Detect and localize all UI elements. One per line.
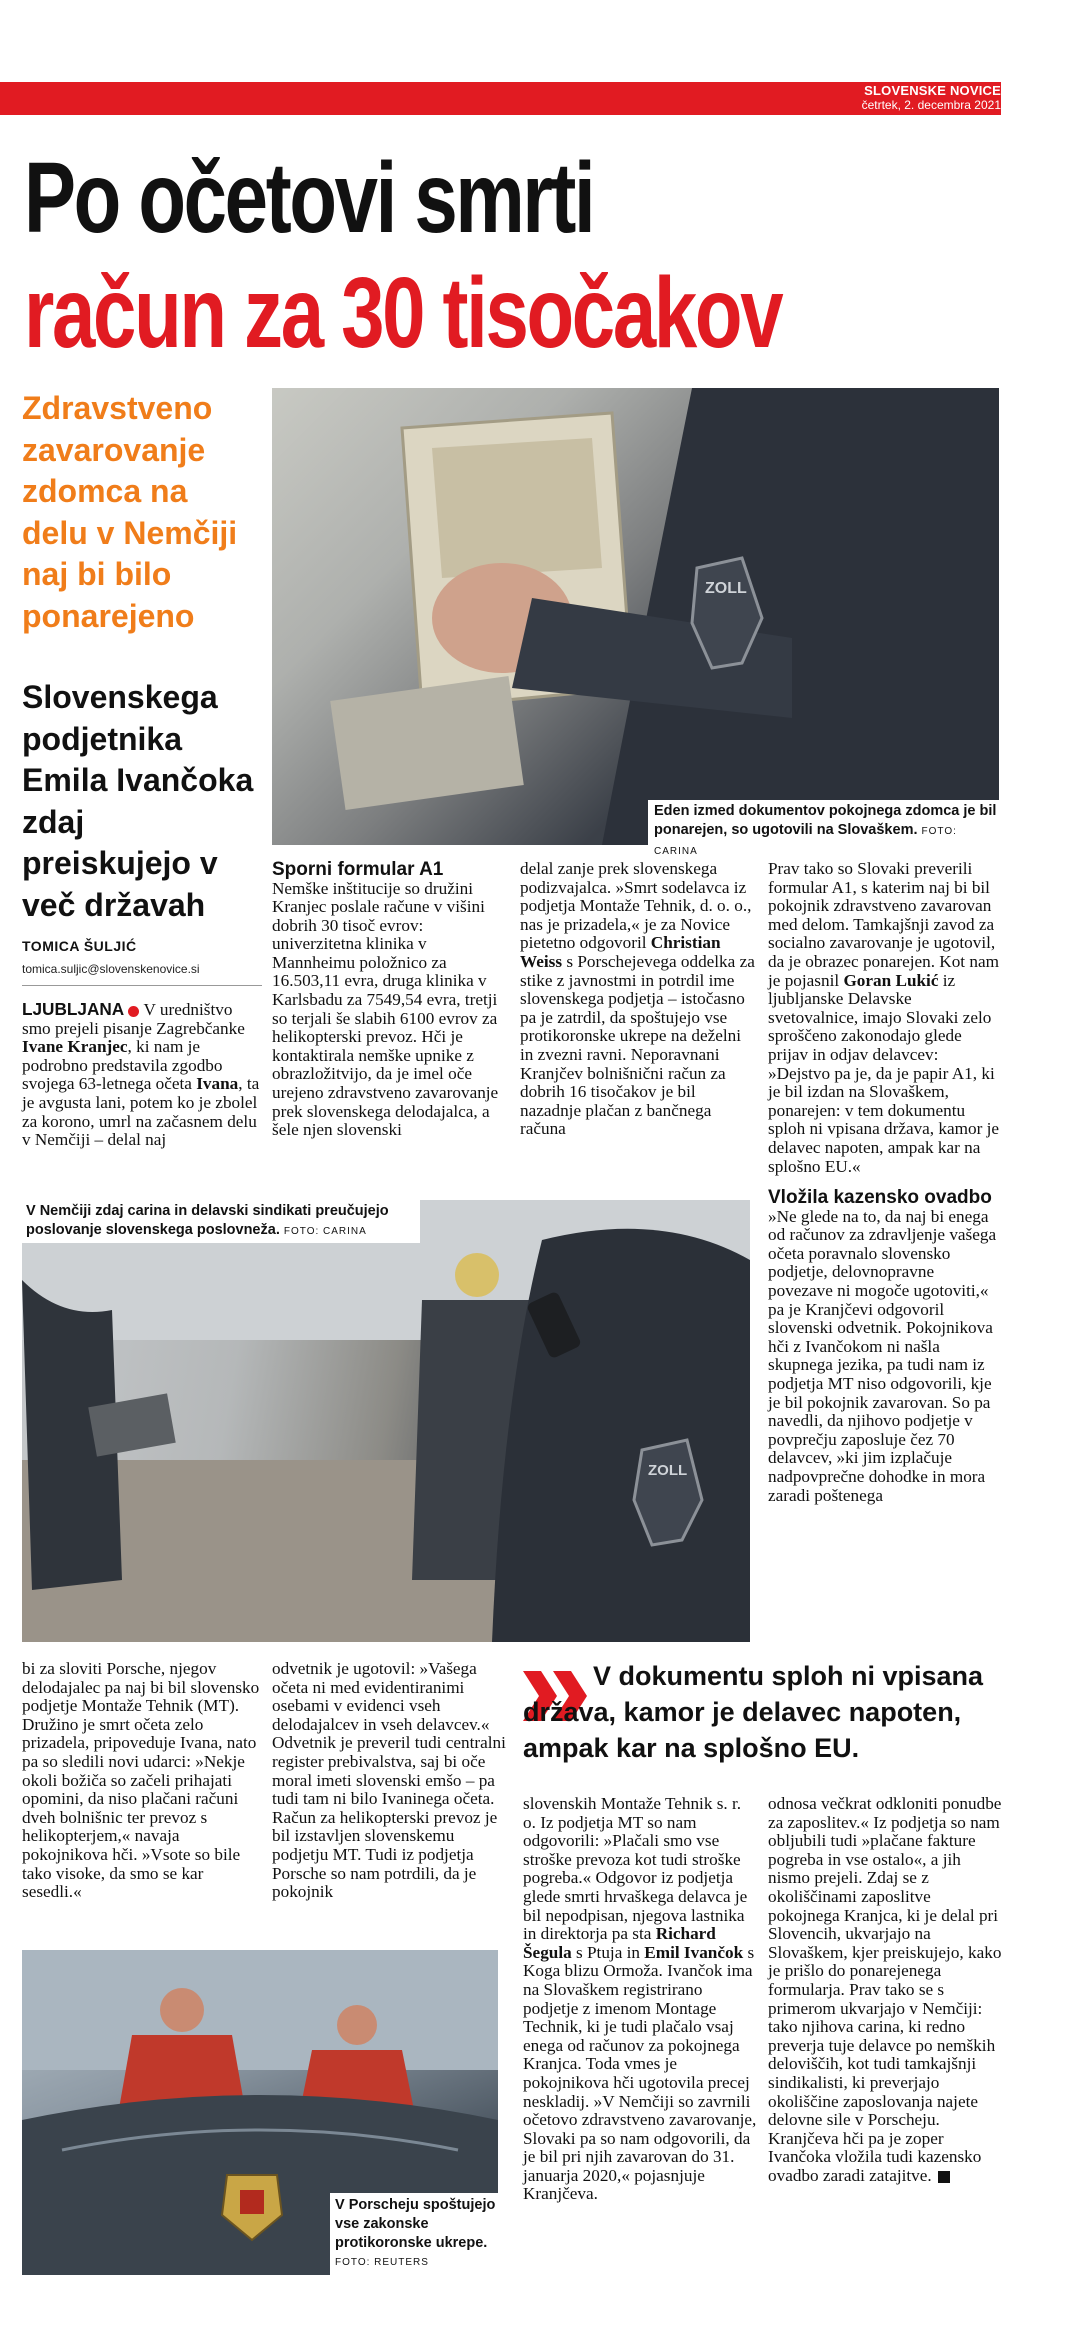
- photo-3-caption: [330, 2193, 505, 2275]
- photo-1-caption-text: Eden izmed dokumentov pokojnega zdomca je bil ponarejen, so ugotovili na Slovaškem.: [654, 803, 997, 838]
- byline-email[interactable]: tomica.suljic@slovenskenovice.si: [22, 962, 200, 976]
- officer-jacket: [602, 388, 999, 845]
- col4-name-goran-lukic: Goran Lukić: [843, 970, 939, 990]
- headline-number: 30: [341, 257, 424, 369]
- col6-text: odvetnik je ugotovil: »Vašega očeta ni med evidentiranimi osebami v evidenci vseh delodajalcev in vseh delavcev.« Odvetnik je preveril tudi centralni register prebivalstva, saj bi oče moral imeti slovenski emšo – pa tudi tam ni bilo Ivaninega očeta. Račun za helikopterski prevoz je bil izstavljen slovenskemu podjetju MT. Tudi iz podjetja Porsche so nam potrdili, da je pokojnik: [272, 1659, 506, 1902]
- col4-text-1: Prav tako so Slovaki preverili formular A1, s katerim naj bi bil pokojnik zdravstveno zavarovan med delom. Tamkajšnji zavod za socialno zavarovanje je ugotovil, da je obrazec ponarejen. Kot nam je pojasnil: [768, 859, 999, 990]
- col5-text: bi za sloviti Porsche, njegov delodajalec pa naj bi bil slovensko podjetje Montaže Tehnik (MT). Družino je smrt očeta zelo prizadela, pripoveduje Ivana, nato pa so sledili novi udarci: »Nekje okoli božiča so začeli prihajati opomini, da niso plačani računi dveh bolnišnic ter prevoz s helikopterjem,« navaja pokojnikova hči. »Vsote so bile tako visoke, da smo se kar sesedli.«: [22, 1659, 260, 1902]
- dateline: LJUBLJANA: [22, 999, 125, 1019]
- hard-hat: [455, 1253, 499, 1297]
- crest-detail: [240, 2190, 264, 2214]
- article-column-1: [22, 1000, 262, 1150]
- col7-text-1: slovenskih Montaže Tehnik s. r. o. Iz podjetja MT so nam odgovorili: »Plačali smo vse stroške prevoza kot tudi stroške pogreba.« Odgovor iz podjetja glede smrti hrvaškega delavca je bil nepodpisan, njegova lastnika in direktorja pa sta: [523, 1794, 748, 1944]
- photo-3-credit: FOTO: REUTERS: [335, 2257, 429, 2268]
- col3-name-christian-weiss: Christian Weiss: [520, 933, 721, 971]
- col3-text-2: s Porschejevega oddelka za stike z javnostmi in potrdil ime slovenskega podjetja – istočasno pa je zatrdil, da spoštujejo vse protikoronske ukrepe na deželni in zvezni ravni. Neporavnani Kranjčev bolnišnični račun za dobrih 16 tisočakov je bil nazadnje plačan z bančnega računa: [520, 951, 755, 1139]
- byline-divider: [22, 985, 262, 986]
- article-column-5: [22, 1660, 260, 1902]
- publication-date: četrtek, 2. decembra 2021: [861, 98, 1001, 112]
- col1-name-ivan: Ivana: [196, 1074, 239, 1094]
- photo-1-credit: FOTO: CARINA: [654, 826, 957, 857]
- headline-line-2-pre: račun za: [24, 257, 342, 369]
- article-column-7: [523, 1795, 757, 2204]
- col4-text-3: »Ne glede na to, da naj bi enega od računov za zdravljenje vašega očeta poravnalo slovensko podjetje, delovnopravne povezave ni mogoče ugotoviti,« pa je Kranjčevi odgovoril slovenski odvetnik. Pokojnikova hči z Ivančokom ni našla skupnega jezika, pa tudi nam iz podjetja MT niso odgovorili, kje je bil pokojnik zavarovan. So pa navedli, da njihovo podjetje v povprečju zaposluje čez 70 delavcev, »ki jim izplačuje nadpovprečne dohodke in mora zaradi poštenega: [768, 1206, 997, 1505]
- article-column-6: [272, 1660, 510, 1902]
- col2-text: Nemške inštitucije so družini Kranjec poslale račune v višini dobrih 30 tisoč evrov: univerzitetna klinika v Mannheimu položnico za 16.503,11 evra, druga klinika v Karlsbadu za 7549,54 evra, tretji so terjali še slabih 6100 evrov za helikopterski prevoz. Hči je kontaktirala nemške upnike z obrazložitvijo, da je imel oče urejeno zdravstveno zavarovanje prek slovenskega delodajalca, a šele njen slovenski: [272, 878, 499, 1140]
- col7-name-richard-segula: Richard Šegula: [523, 1924, 716, 1962]
- col3-text-1: delal zanje prek slovenskega podizvajalca. »Smrt sodelavca iz podjetja Montaže Tehnik, d. o. o., nas je prizadela,« je za Novice pietetno odgovoril: [520, 859, 752, 953]
- photo-3-caption-text: V Porscheju spoštujejo vse zakonske protikoronske ukrepe.: [335, 2197, 496, 2251]
- photo-document-inspection: [272, 388, 999, 845]
- photo-customs-officers: [22, 1200, 750, 1642]
- article-column-8: [768, 1795, 1002, 2185]
- photo-2-caption-text: V Nemčiji zdaj carina in delavski sindikati preučujejo poslovanje slovenskega poslovneža.: [26, 1203, 389, 1238]
- photo-2-caption: [22, 1200, 420, 1243]
- photo-2-illustration: [22, 1200, 750, 1642]
- photo-1-caption: [648, 800, 1010, 863]
- byline-author: TOMICA ŠULJIĆ: [22, 938, 137, 954]
- article-column-2: [272, 860, 510, 1140]
- worker-1-head: [160, 1988, 204, 2032]
- subhead-kazenska-ovadba: Vložila kazensko ovadbo: [768, 1187, 992, 1209]
- passport-page: [432, 438, 602, 578]
- col1-text-e: , ta je avgusta lani, potem ko je zbolel za korono, umrl na začasnem delu v Nemčiji – delal naj: [22, 1074, 260, 1150]
- factory-ceiling: [22, 1950, 498, 2070]
- article-column-3: [520, 860, 758, 1139]
- col8-text: odnosa večkrat odkloniti ponudbe za zaposlitev.« Iz podjetja so nam obljubili tudi »plačane fakture pogreba in vse ostalo«, a jih nismo prejeli. Zdaj se z okoliščinami zaposlitve pokojnega Kranjca, ki je delal pri Slovencih, ukvarjajo na Slovaškem, kjer preiskujejo, kako je prišlo do ponarejenega formularja. Prav tako se s primerom ukvarjajo v Nemčiji: tako njihova carina, ki redno preverja tuje delavce po nemških deloviščih, kot tudi tamkajšnji sindikalisti, ki preverjajo okoliščine zaposlovanja najete delovne sile v Porscheju. Kranjčeva hči pa je zoper Ivančoka vložila tudi kazensko ovadbo zaradi zatajitve.: [768, 1794, 1002, 2185]
- black-square-end-icon: [938, 2171, 950, 2183]
- photo-1-illustration: [272, 388, 999, 845]
- masthead: [701, 84, 1001, 112]
- col7-text-3: s Koga blizu Ormoža. Ivančok ima na Slovaškem registrirano podjetje z imenom Montage Technik, ki je tudi plačalo vsaj enega od računov za pokojnega Kranjca. Toda vmes je pokojnikova hči ugotovila precej neskladij. »V Nemčiji so zavrnili očetovo zdravstveno zavarovanje, Slovaki pa so nam odgovorili, da je bil pri njih zavarovan do 31. januarja 2020,« pojasnjuje Kranjčeva.: [523, 1942, 757, 2204]
- photo-2-credit: FOTO: CARINA: [283, 1226, 367, 1237]
- second-document: [330, 676, 524, 810]
- col1-text-a: V uredništvo smo prejeli pisanje Zagrebčanke: [22, 1000, 245, 1038]
- headline-line-2-post: tisočakov: [423, 257, 782, 369]
- col7-name-emil-ivancok: Emil Ivančok: [644, 1942, 744, 1962]
- officer-right: [492, 1229, 750, 1642]
- svg-text:ZOLL: ZOLL: [648, 1462, 688, 1479]
- subheadline-highlight: Zdravstveno zavarovanje zdomca na delu v Nemčiji naj bi bilo ponarejeno: [22, 390, 238, 634]
- subhead-sporni-formular: Sporni formular A1: [272, 859, 444, 880]
- col1-name-ivana-kranjec: Ivane Kranjec: [22, 1037, 128, 1057]
- pull-quote: V dokumentu sploh ni vpisana država, kamor je delavec napoten, ampak kar na splošno EU.: [523, 1661, 984, 1763]
- publication-name: SLOVENSKE NOVICE: [864, 83, 1001, 98]
- headline-line-1: Po očetovi smrti: [24, 142, 594, 254]
- col1-text-c: , ki nam je podrobno predstavila zgodbo svojega 63-letnega očeta: [22, 1037, 223, 1094]
- article-column-4: [768, 860, 1002, 1505]
- col7-text-2: s Ptuja in: [571, 1942, 645, 1962]
- col4-text-2: iz ljubljanske Delavske svetovalnice, imajo Slovaki zelo sproščeno zakonodajo glede prijav in odjav delavcev: »Dejstvo pa je, da je papir A1, ki je bil izdan na Slovaškem, ponarejen: v tem dokumentu sploh ni vpisana država, kamor je delavec napoten, ampak kar na splošno EU.«: [768, 970, 1000, 1176]
- svg-text:ZOLL: ZOLL: [705, 580, 747, 597]
- headline-line-2: [24, 257, 796, 369]
- red-circle-icon: [128, 1006, 139, 1017]
- subheadline: Slovenskega podjetnika Emila Ivančoka zdaj preiskujejo v več državah: [22, 679, 254, 923]
- worker-2-head: [337, 2005, 377, 2045]
